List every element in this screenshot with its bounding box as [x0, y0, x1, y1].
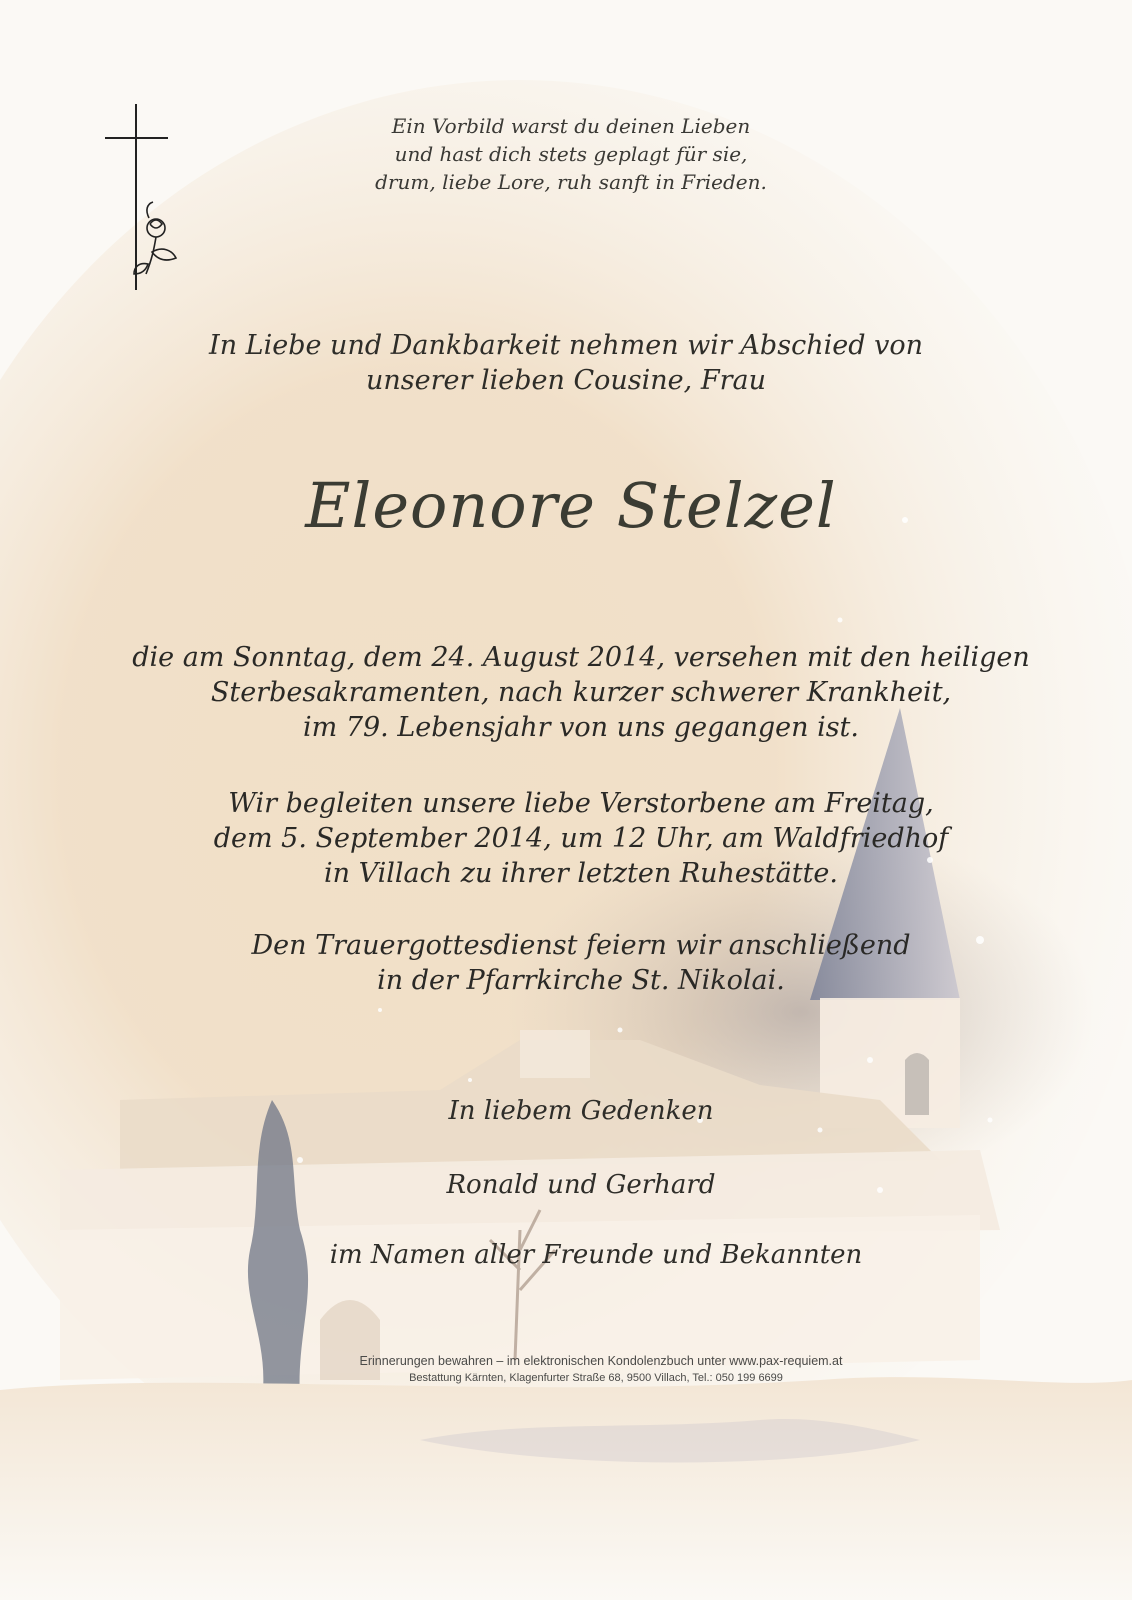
funeral-home-address: Bestattung Kärnten, Klagenfurter Straße 68, 9500 Villach, Tel.: 050 199 6699 [409, 1372, 783, 1384]
death-notice [0, 640, 1132, 745]
deceased-name: Eleonore Stelzel [305, 469, 837, 542]
service-line: in der Pfarrkirche St. Nikolai. [377, 965, 785, 996]
mourner-names: Ronald und Gerhard [446, 1170, 716, 1200]
friends-line: im Namen aller Freunde und Bekannten [329, 1240, 863, 1270]
funeral-line: dem 5. September 2014, um 12 Uhr, am Waldfriedhof [213, 823, 949, 854]
death-notice-line: Sterbesakramenten, nach kurzer schwerer Krankheit, [210, 677, 952, 708]
condolence-book-note: Erinnerungen bewahren – im elektronischen Kondolenzbuch unter www.pax-requiem.at [359, 1354, 843, 1368]
farewell-intro [0, 328, 1132, 398]
in-memory-line: In liebem Gedenken [448, 1096, 714, 1126]
intro-line: In Liebe und Dankbarkeit nehmen wir Abschied von [209, 330, 923, 361]
verse-line: drum, liebe Lore, ruh sanft in Frieden. [375, 170, 767, 194]
death-notice-line: die am Sonntag, dem 24. August 2014, versehen mit den heiligen [132, 642, 1030, 673]
funeral-line: Wir begleiten unsere liebe Verstorbene am Freitag, [228, 788, 934, 819]
verse-line: und hast dich stets geplagt für sie, [394, 142, 748, 166]
memorial-verse [0, 112, 1132, 196]
footer [0, 1352, 1132, 1386]
service-line: Den Trauergottesdienst feiern wir anschließend [251, 930, 911, 961]
verse-line: Ein Vorbild warst du deinen Lieben [391, 114, 751, 138]
intro-line: unserer lieben Cousine, Frau [366, 365, 766, 396]
death-notice-line: im 79. Lebensjahr von uns gegangen ist. [303, 712, 859, 743]
funeral-line: in Villach zu ihrer letzten Ruhestätte. [324, 858, 838, 889]
funeral-details [0, 786, 1132, 891]
church-service [0, 928, 1132, 998]
